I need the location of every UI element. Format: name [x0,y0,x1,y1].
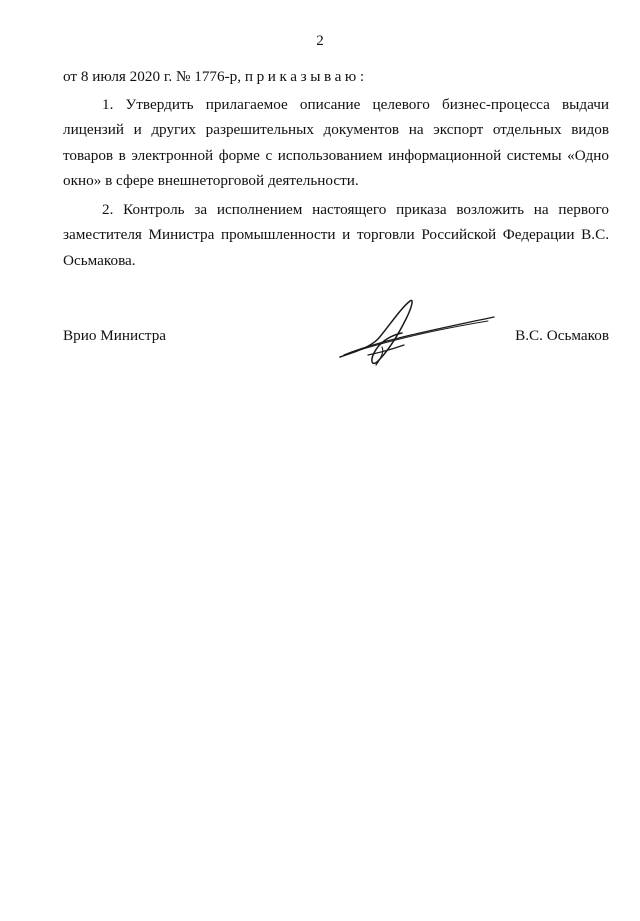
intro-prefix: от 8 июля 2020 г. № 1776-р, [63,68,242,85]
order-item-1: 1. Утвердить прилагаемое описание целевого бизнес-процесса выдачи лицензий и других разрешительных документов на экспорт отдельных видов товаров в электронной форме с использованием информационной системы «Одно окно» в сфере внешнеторговой деятельности. [63,95,609,189]
order-item-2: 2. Контроль за исполнением настоящего приказа возложить на первого заместителя Министра промышленности и торговли Российской Федерации В.С. Осьмакова. [63,200,609,269]
page-number: 2 [316,33,324,49]
intro-command: приказываю: [244,68,368,85]
signatory-position: Врио Министра [63,327,167,344]
intro-line [63,64,609,90]
document-body [63,64,609,276]
signatory-name: В.С. Осьмаков [515,327,609,344]
handwritten-signature-icon [338,295,498,367]
